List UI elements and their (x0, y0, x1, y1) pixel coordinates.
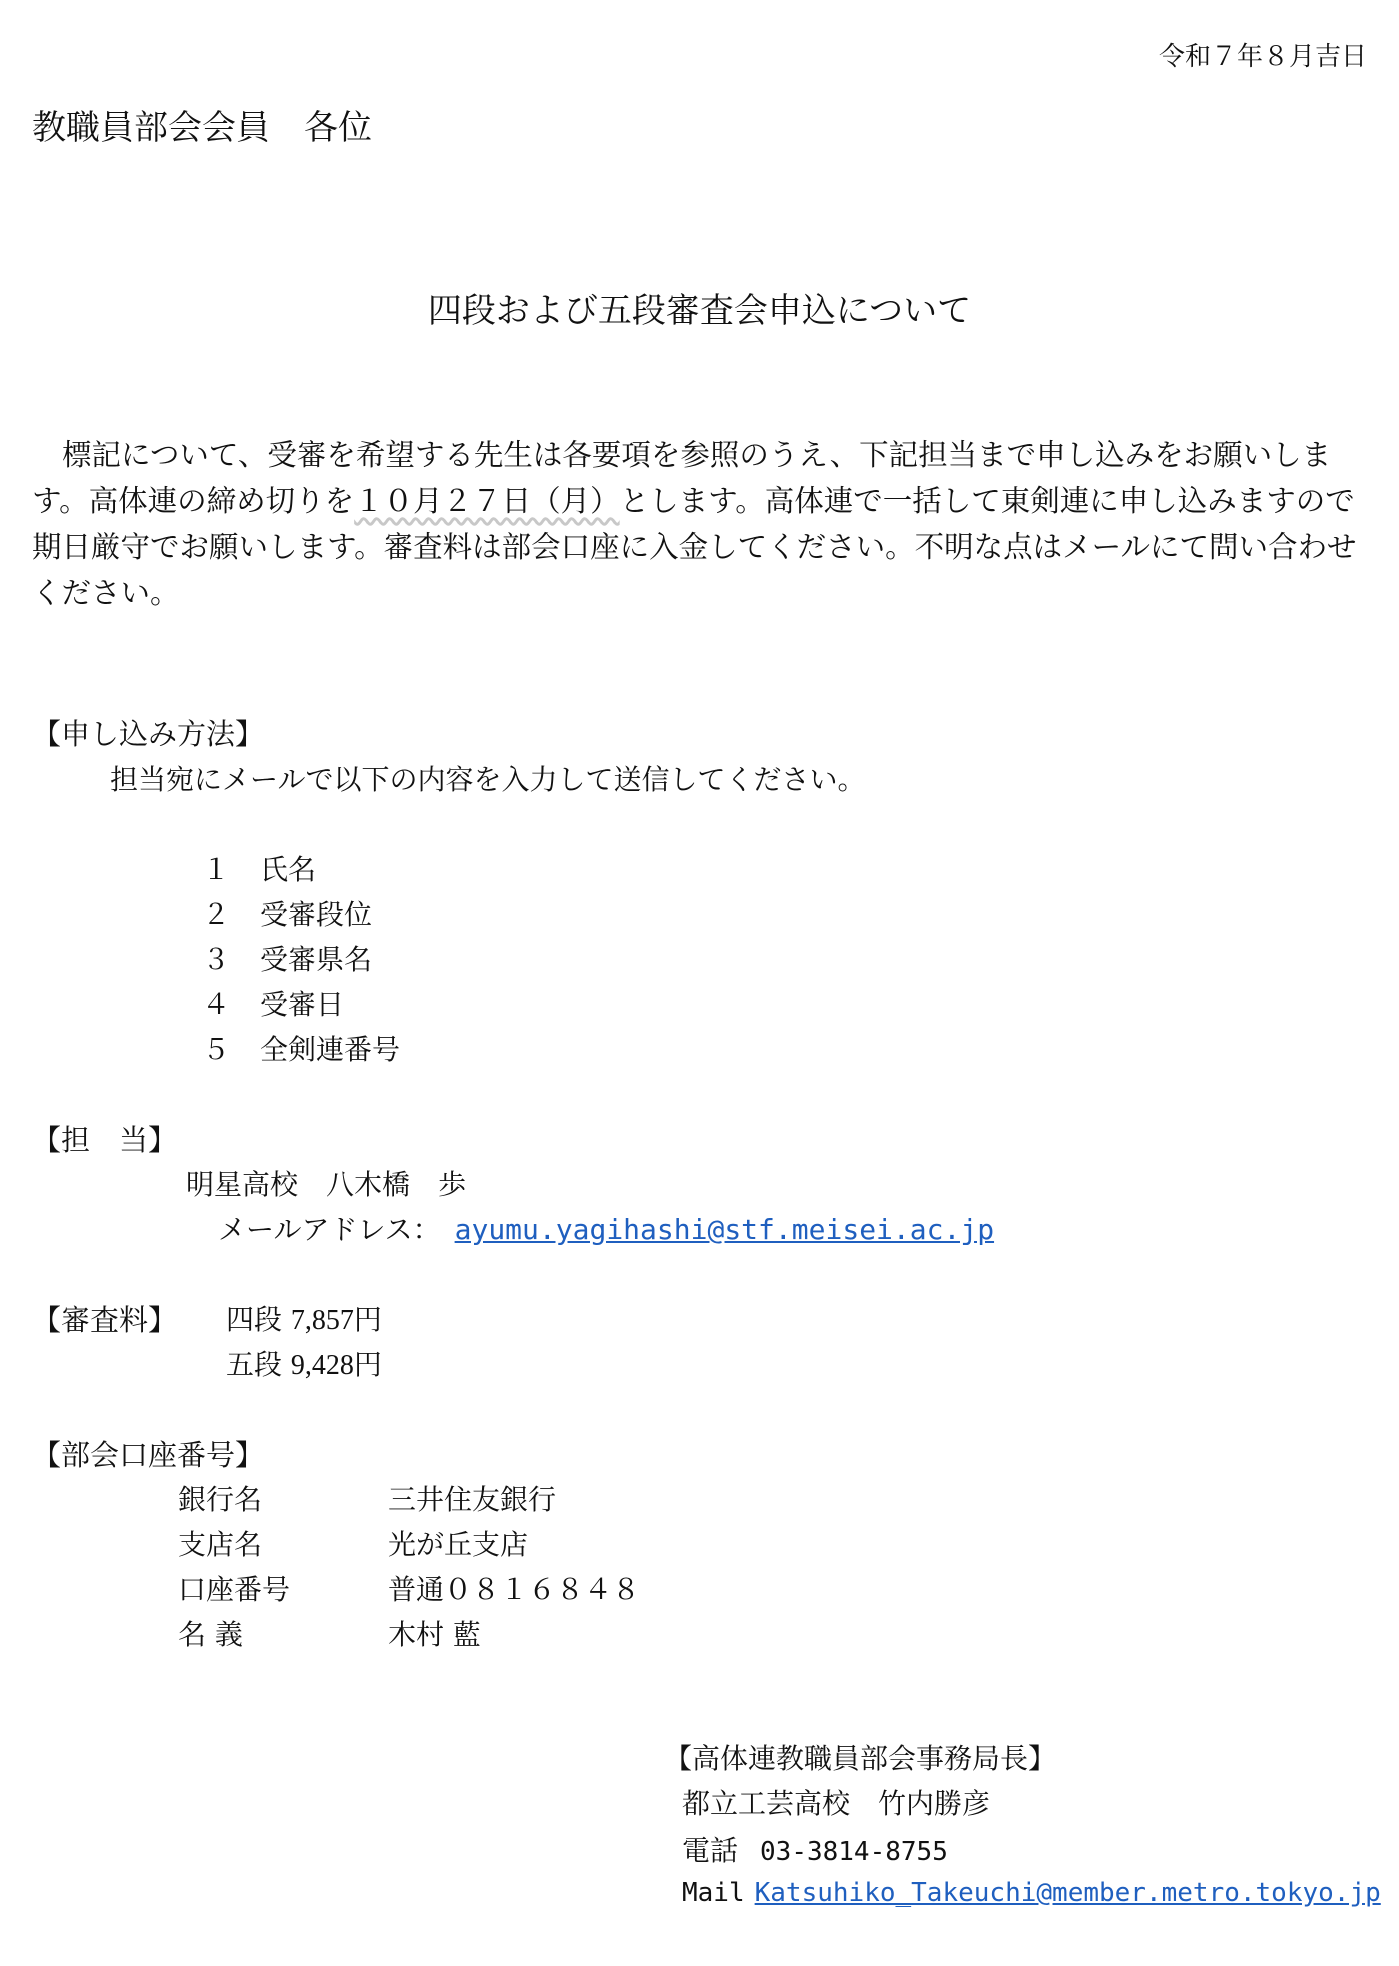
list-item-label: 受審県名 (260, 943, 373, 976)
document-title: 四段および五段審査会申込について (427, 291, 972, 331)
account-label: 口座番号 (178, 1573, 291, 1606)
email-label: メールアドレス： (218, 1213, 441, 1246)
sender-name: 都立工芸高校 竹内勝彦 (682, 1787, 991, 1820)
list-item-label: 受審段位 (260, 898, 373, 931)
fee-unit: 円 (353, 1303, 382, 1336)
sender-email-link[interactable]: Katsuhiko_Takeuchi@member.metro.tokyo.jp (754, 1878, 1381, 1908)
contact-name: 明星高校 八木橋 歩 (186, 1168, 467, 1201)
fee-row (226, 1298, 382, 1338)
application-heading: 【申し込み方法】 (32, 717, 265, 751)
fee-amount: 9,428 (290, 1350, 354, 1381)
body-paragraph (32, 432, 1372, 616)
sender-heading: 【高体連教職員部会事務局長】 (664, 1742, 1057, 1775)
fee-amount: 7,857 (290, 1305, 354, 1336)
application-instruction: 担当宛にメールで以下の内容を入力して送信してください。 (110, 763, 866, 796)
mail-label: Mail (682, 1878, 745, 1908)
issue-date: 令和７年８月吉日 (1158, 42, 1367, 72)
fee-rank: 四段 (226, 1303, 283, 1336)
list-item-number: ２ (202, 898, 231, 931)
phone-number: 03-3814-8755 (760, 1837, 948, 1867)
fee-rank: 五段 (226, 1348, 283, 1381)
list-item (202, 893, 372, 933)
account-value: 普通０８１６８４８ (388, 1573, 641, 1606)
list-item-label: 氏名 (260, 853, 317, 886)
fee-unit: 円 (353, 1348, 382, 1381)
list-item-number: ５ (202, 1033, 231, 1066)
list-item-number: ４ (202, 988, 231, 1021)
list-item (202, 848, 316, 888)
body-text-after-deadline: とします。高体連で一括して東剣連に申し込みますので期日厳守でお願いします。審査料は部会口座に入金してください。不明な点はメールにて問い合わせください。 (32, 484, 1357, 610)
list-item-label: 受審日 (260, 988, 345, 1021)
account-label: 名 義 (178, 1618, 243, 1651)
account-label: 銀行名 (178, 1483, 263, 1516)
account-value: 光が丘支店 (388, 1528, 529, 1561)
deadline-date: １０月２７日（月） (354, 484, 620, 518)
contact-email-link[interactable]: ayumu.yagihashi@stf.meisei.ac.jp (454, 1213, 995, 1246)
recipient-line: 教職員部会会員 各位 (32, 108, 372, 148)
contact-heading: 【担 当】 (32, 1123, 178, 1157)
list-item-label: 全剣連番号 (260, 1033, 401, 1066)
list-item (202, 983, 344, 1023)
list-item-number: １ (202, 853, 231, 886)
contact-email-row (218, 1208, 994, 1248)
sender-mail-row (682, 1875, 1381, 1908)
account-value: 三井住友銀行 (388, 1483, 557, 1516)
list-item (202, 1028, 400, 1068)
sender-phone-row (682, 1829, 948, 1869)
list-item-number: ３ (202, 943, 231, 976)
phone-label: 電話 (682, 1834, 739, 1867)
account-heading: 【部会口座番号】 (32, 1438, 265, 1472)
list-item (202, 938, 372, 978)
body-text-before-deadline: 標記について、受審を希望する先生は各要項を参照のうえ、下記担当まで申し込みをお願いします。高体連の締め切りを (32, 438, 1332, 518)
account-value: 木村 藍 (388, 1618, 481, 1651)
fee-heading: 【審査料】 (32, 1303, 178, 1337)
account-label: 支店名 (178, 1528, 263, 1561)
fee-row (226, 1343, 382, 1383)
